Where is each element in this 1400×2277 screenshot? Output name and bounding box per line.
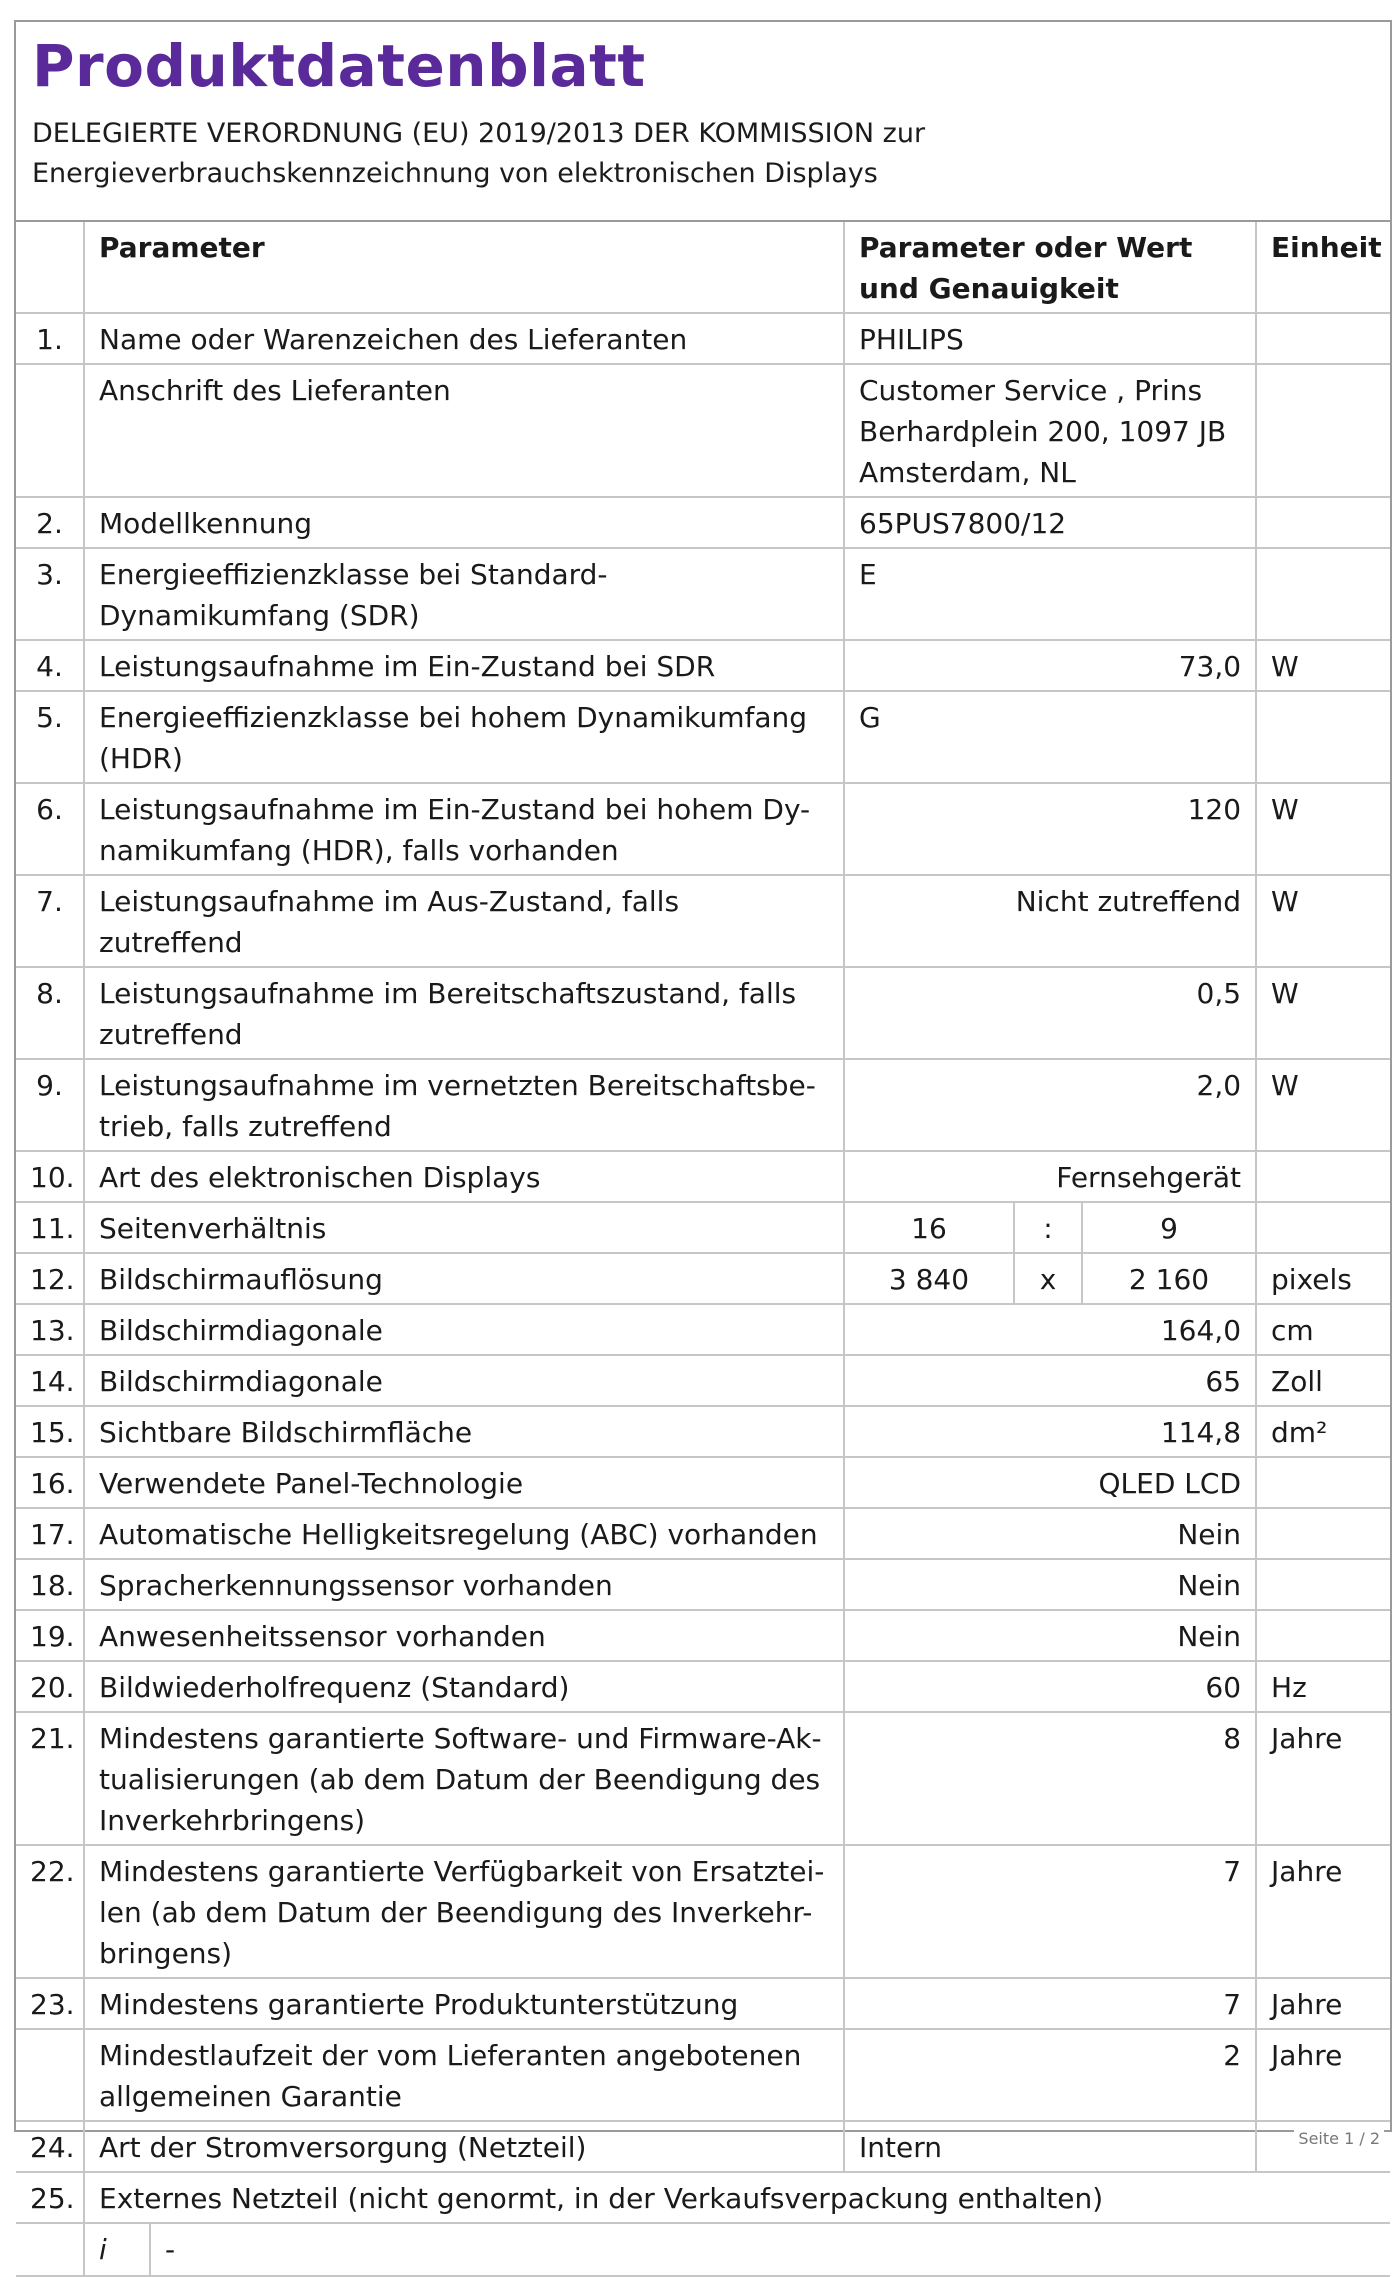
table-header-row: [16, 222, 1390, 313]
row-number: 24.: [16, 2121, 84, 2172]
table-row: [16, 2172, 1390, 2223]
table-row: [16, 1661, 1390, 1712]
row-number: 15.: [16, 1406, 84, 1457]
row-number: 9.: [16, 1059, 84, 1151]
table-row: [16, 1508, 1390, 1559]
row-parameter: Externes Netzteil (nicht genormt, in der Verkaufsverpackung enthalten): [84, 2172, 1390, 2223]
row-parameter: Energieeffizienzklasse bei Standard-Dynamikumfang (SDR): [84, 548, 844, 640]
table-row: [16, 1610, 1390, 1661]
row-value: Nicht zutreffend: [844, 875, 1256, 967]
row-value: 164,0: [844, 1304, 1256, 1355]
row-number: 23.: [16, 1978, 84, 2029]
row-unit: [1256, 497, 1390, 548]
row-unit: cm: [1256, 1304, 1390, 1355]
row-value: 73,0: [844, 640, 1256, 691]
row-unit: dm²: [1256, 1406, 1390, 1457]
row-number: 10.: [16, 1151, 84, 1202]
table-row: [16, 1059, 1390, 1151]
spec-table-body: [16, 222, 1390, 2276]
row-value: Nein: [844, 1508, 1256, 1559]
row-parameter: Leistungsaufnahme im Aus-Zustand, falls zutreffend: [84, 875, 844, 967]
header-parameter: Parameter: [84, 222, 844, 313]
table-row: [16, 1712, 1390, 1845]
table-row: [16, 640, 1390, 691]
sub-index: i: [85, 2224, 151, 2275]
row-unit: W: [1256, 967, 1390, 1059]
row-unit: W: [1256, 875, 1390, 967]
row-parameter: Leistungsaufnahme im Bereitschaftszustand, falls zutreffend: [84, 967, 844, 1059]
subtitle-line: Energieverbrauchskennzeichnung von elektronischen Displays: [32, 158, 878, 189]
row-parameter: Anwesenheitssensor vorhanden: [84, 1610, 844, 1661]
row-parameter: Mindestlaufzeit der vom Lieferanten angebotenen allgemeinen Garantie: [84, 2029, 844, 2121]
row-unit: pixels: [1256, 1253, 1390, 1304]
row-value: 8: [844, 1712, 1256, 1845]
row-parameter: Verwendete Panel-Technologie: [84, 1457, 844, 1508]
row-value-separator: :: [1014, 1202, 1082, 1253]
row-parameter: Spracherkennungssensor vorhanden: [84, 1559, 844, 1610]
row-number: 16.: [16, 1457, 84, 1508]
row-number: [16, 2223, 84, 2276]
row-number: 13.: [16, 1304, 84, 1355]
row-value: 120: [844, 783, 1256, 875]
table-row: [16, 1845, 1390, 1978]
row-value: 114,8: [844, 1406, 1256, 1457]
row-unit: [1256, 1559, 1390, 1610]
row-parameter: Energieeffizienzklasse bei hohem Dynamikumfang (HDR): [84, 691, 844, 783]
row-value: 2: [844, 2029, 1256, 2121]
row-parameter: Automatische Helligkeitsregelung (ABC) vorhanden: [84, 1508, 844, 1559]
table-row: [16, 1406, 1390, 1457]
sub-row: [84, 2223, 1390, 2276]
row-unit: [1256, 691, 1390, 783]
row-number: 7.: [16, 875, 84, 967]
spec-table: [16, 222, 1390, 2277]
row-unit: W: [1256, 640, 1390, 691]
table-row: [16, 1978, 1390, 2029]
header: [16, 22, 1390, 222]
table-row: [16, 1304, 1390, 1355]
row-parameter: Mindestens garantierte Produktunterstützung: [84, 1978, 844, 2029]
table-row: [16, 2121, 1390, 2172]
row-parameter: Modellkennung: [84, 497, 844, 548]
table-row: [16, 548, 1390, 640]
table-row: [16, 875, 1390, 967]
row-parameter: Leistungsaufnahme im Ein-Zustand bei hohem Dy-namikumfang (HDR), falls vorhanden: [84, 783, 844, 875]
row-unit: Jahre: [1256, 1845, 1390, 1978]
row-number: 8.: [16, 967, 84, 1059]
header-number: [16, 222, 84, 313]
row-value: G: [844, 691, 1256, 783]
row-value: 7: [844, 1845, 1256, 1978]
row-parameter: Leistungsaufnahme im Ein-Zustand bei SDR: [84, 640, 844, 691]
row-parameter: Mindestens garantierte Software- und Firmware-Ak-tualisierungen (ab dem Datum der Beendigung des Inverkehrbringens): [84, 1712, 844, 1845]
row-number: 5.: [16, 691, 84, 783]
row-number: 3.: [16, 548, 84, 640]
row-parameter: Art des elektronischen Displays: [84, 1151, 844, 1202]
row-number: 22.: [16, 1845, 84, 1978]
row-unit: [1256, 364, 1390, 497]
table-row: [16, 1151, 1390, 1202]
row-number: 18.: [16, 1559, 84, 1610]
row-number: [16, 364, 84, 497]
row-value-part1: 16: [844, 1202, 1014, 1253]
subtitle-line: DELEGIERTE VERORDNUNG (EU) 2019/2013 DER KOMMISSION zur: [32, 118, 926, 149]
row-unit: [1256, 548, 1390, 640]
row-number: 6.: [16, 783, 84, 875]
row-unit: Hz: [1256, 1661, 1390, 1712]
row-value: Nein: [844, 1559, 1256, 1610]
row-unit: [1256, 1610, 1390, 1661]
table-row: [16, 313, 1390, 364]
table-row: [16, 497, 1390, 548]
row-parameter: Mindestens garantierte Verfügbarkeit von Ersatztei-len (ab dem Datum der Beendigung des Inverkehr-bringens): [84, 1845, 844, 1978]
row-unit: [1256, 1508, 1390, 1559]
table-row: [16, 2223, 1390, 2276]
row-value: 60: [844, 1661, 1256, 1712]
row-number: 4.: [16, 640, 84, 691]
page-footer: Seite 1 / 2: [1294, 2129, 1384, 2148]
row-value-part2: 2 160: [1082, 1253, 1256, 1304]
row-number: 12.: [16, 1253, 84, 1304]
row-number: 2.: [16, 497, 84, 548]
row-number: [16, 2029, 84, 2121]
header-unit: Einheit: [1256, 222, 1390, 313]
row-value-separator: x: [1014, 1253, 1082, 1304]
row-value: Nein: [844, 1610, 1256, 1661]
row-parameter: Bildschirmauflösung: [84, 1253, 844, 1304]
row-unit: [1256, 1457, 1390, 1508]
row-unit: Jahre: [1256, 1978, 1390, 2029]
row-unit: W: [1256, 783, 1390, 875]
row-value: 7: [844, 1978, 1256, 2029]
row-unit: W: [1256, 1059, 1390, 1151]
row-value-part2: 9: [1082, 1202, 1256, 1253]
table-row: [16, 1355, 1390, 1406]
row-unit: Jahre: [1256, 2029, 1390, 2121]
table-row: [16, 1457, 1390, 1508]
table-row: [16, 691, 1390, 783]
table-row: [16, 967, 1390, 1059]
row-parameter: Sichtbare Bildschirmfläche: [84, 1406, 844, 1457]
table-row: [16, 1253, 1390, 1304]
row-value: PHILIPS: [844, 313, 1256, 364]
row-unit: Zoll: [1256, 1355, 1390, 1406]
regulation-subtitle: [32, 114, 1374, 194]
row-number: 20.: [16, 1661, 84, 1712]
table-row: [16, 2029, 1390, 2121]
row-unit: [1256, 313, 1390, 364]
datasheet: [14, 20, 1392, 2266]
row-parameter: Bildwiederholfrequenz (Standard): [84, 1661, 844, 1712]
row-value: 65: [844, 1355, 1256, 1406]
row-value: 65PUS7800/12: [844, 497, 1256, 548]
row-unit: Jahre: [1256, 1712, 1390, 1845]
row-parameter: Bildschirmdiagonale: [84, 1355, 844, 1406]
row-parameter: Seitenverhältnis: [84, 1202, 844, 1253]
row-number: 21.: [16, 1712, 84, 1845]
row-value: E: [844, 548, 1256, 640]
table-row: [16, 364, 1390, 497]
row-number: 19.: [16, 1610, 84, 1661]
row-parameter: Bildschirmdiagonale: [84, 1304, 844, 1355]
row-value: 2,0: [844, 1059, 1256, 1151]
row-number: 25.: [16, 2172, 84, 2223]
table-row: [16, 1559, 1390, 1610]
row-value-part1: 3 840: [844, 1253, 1014, 1304]
sub-value: -: [165, 2233, 176, 2266]
row-value: Fernsehgerät: [844, 1151, 1256, 1202]
row-parameter: Anschrift des Lieferanten: [84, 364, 844, 497]
row-number: 11.: [16, 1202, 84, 1253]
header-value: Parameter oder Wert und Genauigkeit: [844, 222, 1256, 313]
table-row: [16, 1202, 1390, 1253]
row-unit: [1256, 1151, 1390, 1202]
row-value: Customer Service , Prins Berhardplein 200, 1097 JB Amsterdam, NL: [844, 364, 1256, 497]
row-number: 17.: [16, 1508, 84, 1559]
row-parameter: Leistungsaufnahme im vernetzten Bereitschaftsbe-trieb, falls zutreffend: [84, 1059, 844, 1151]
page-title: Produktdatenblatt: [32, 32, 646, 100]
row-number: 14.: [16, 1355, 84, 1406]
row-unit: [1256, 1202, 1390, 1253]
row-number: 1.: [16, 313, 84, 364]
row-value: QLED LCD: [844, 1457, 1256, 1508]
row-value: 0,5: [844, 967, 1256, 1059]
row-parameter: Name oder Warenzeichen des Lieferanten: [84, 313, 844, 364]
row-value: Intern: [844, 2121, 1256, 2172]
table-row: [16, 783, 1390, 875]
row-parameter: Art der Stromversorgung (Netzteil): [84, 2121, 844, 2172]
